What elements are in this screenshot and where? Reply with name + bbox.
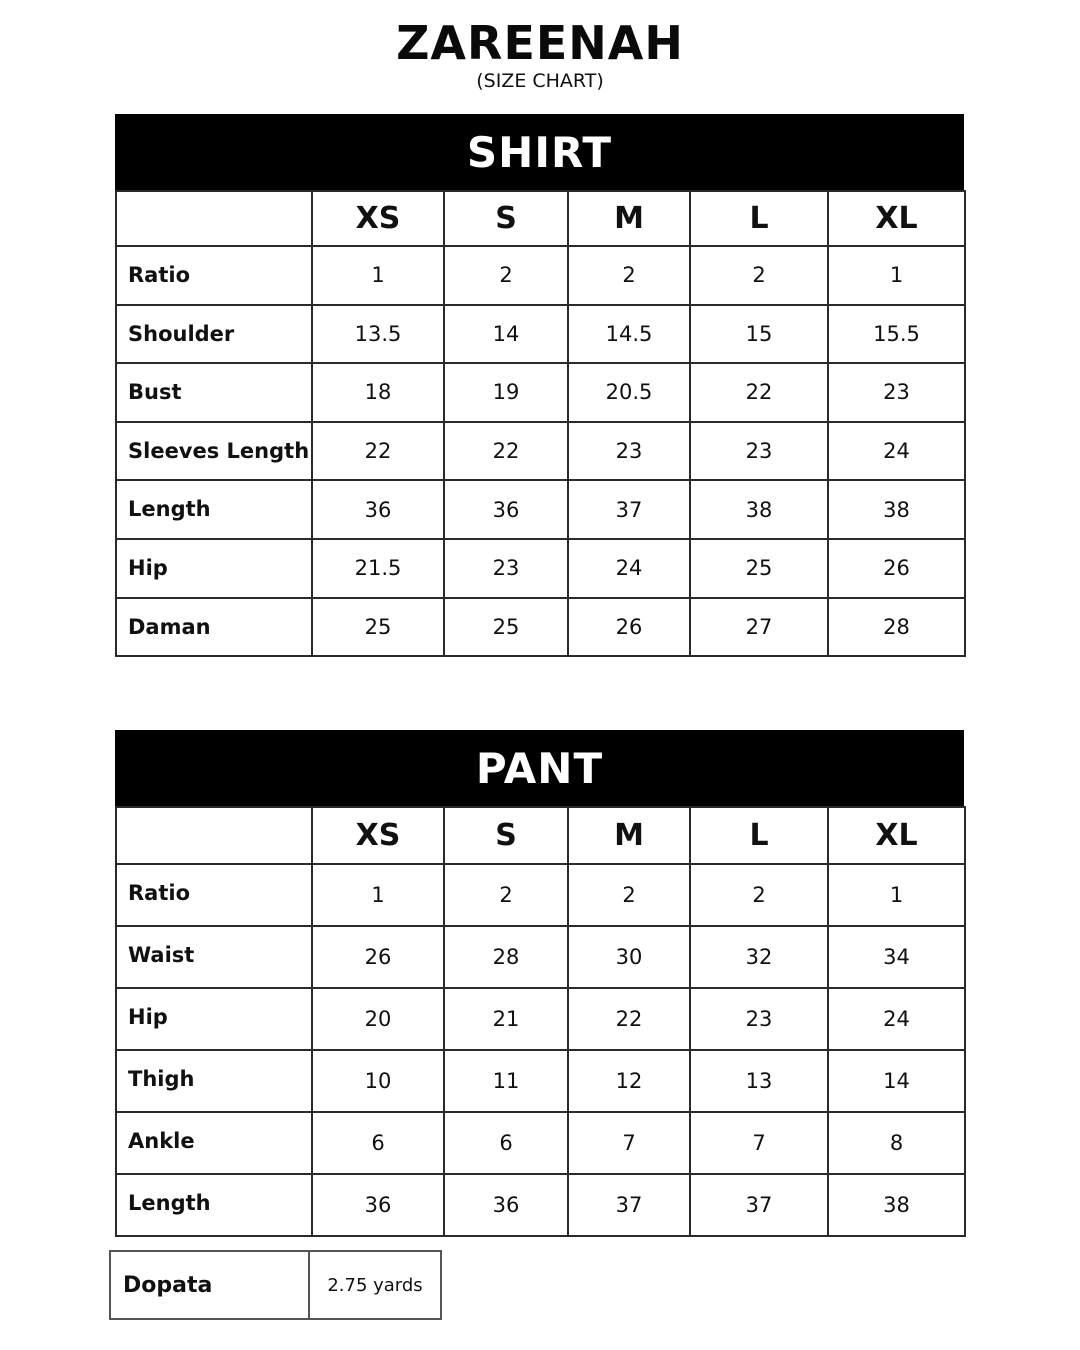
row-label: Hip <box>116 988 312 1050</box>
cell-value: 38 <box>828 1174 965 1236</box>
empty-corner-cell <box>116 807 312 864</box>
cell-value: 2 <box>568 864 690 926</box>
pant-table <box>115 806 966 1237</box>
pant-table-title: PANT <box>115 730 964 806</box>
size-header: M <box>568 191 690 246</box>
row-label: Ankle <box>116 1112 312 1174</box>
table-row <box>116 988 965 1050</box>
shirt-table-title: SHIRT <box>115 114 964 190</box>
cell-value: 7 <box>568 1112 690 1174</box>
table-row <box>116 363 965 422</box>
cell-value: 24 <box>568 539 690 598</box>
size-header: XS <box>312 191 444 246</box>
dopata-box <box>109 1250 442 1320</box>
row-label: Waist <box>116 926 312 988</box>
cell-value: 2 <box>690 246 828 305</box>
table-row <box>116 305 965 364</box>
cell-value: 36 <box>444 480 568 539</box>
table-row <box>116 864 965 926</box>
table-row <box>116 480 965 539</box>
cell-value: 23 <box>568 422 690 481</box>
shirt-table <box>115 190 966 657</box>
size-header: S <box>444 807 568 864</box>
cell-value: 25 <box>690 539 828 598</box>
pant-size-table <box>115 730 964 1237</box>
size-header: S <box>444 191 568 246</box>
table-row <box>116 1050 965 1112</box>
cell-value: 23 <box>690 422 828 481</box>
cell-value: 22 <box>568 988 690 1050</box>
cell-value: 1 <box>828 864 965 926</box>
size-header: L <box>690 807 828 864</box>
cell-value: 14.5 <box>568 305 690 364</box>
cell-value: 25 <box>312 598 444 657</box>
cell-value: 23 <box>828 363 965 422</box>
dopata-label: Dopata <box>111 1252 310 1318</box>
cell-value: 24 <box>828 422 965 481</box>
row-label: Length <box>116 480 312 539</box>
cell-value: 14 <box>828 1050 965 1112</box>
cell-value: 2 <box>444 246 568 305</box>
cell-value: 22 <box>690 363 828 422</box>
row-label: Shoulder <box>116 305 312 364</box>
cell-value: 13.5 <box>312 305 444 364</box>
cell-value: 25 <box>444 598 568 657</box>
page-subtitle: (SIZE CHART) <box>476 70 604 92</box>
cell-value: 1 <box>312 246 444 305</box>
cell-value: 15 <box>690 305 828 364</box>
cell-value: 21.5 <box>312 539 444 598</box>
row-label: Bust <box>116 363 312 422</box>
cell-value: 28 <box>444 926 568 988</box>
cell-value: 1 <box>312 864 444 926</box>
cell-value: 23 <box>444 539 568 598</box>
row-label: Sleeves Length <box>116 422 312 481</box>
table-row <box>116 926 965 988</box>
cell-value: 22 <box>444 422 568 481</box>
size-header: L <box>690 191 828 246</box>
table-row <box>116 422 965 481</box>
cell-value: 2 <box>444 864 568 926</box>
cell-value: 30 <box>568 926 690 988</box>
cell-value: 19 <box>444 363 568 422</box>
table-row <box>116 1112 965 1174</box>
cell-value: 28 <box>828 598 965 657</box>
cell-value: 6 <box>312 1112 444 1174</box>
cell-value: 8 <box>828 1112 965 1174</box>
table-row <box>116 598 965 657</box>
cell-value: 13 <box>690 1050 828 1112</box>
size-header: XL <box>828 807 965 864</box>
cell-value: 24 <box>828 988 965 1050</box>
cell-value: 34 <box>828 926 965 988</box>
cell-value: 26 <box>312 926 444 988</box>
cell-value: 1 <box>828 246 965 305</box>
cell-value: 11 <box>444 1050 568 1112</box>
cell-value: 37 <box>568 480 690 539</box>
cell-value: 12 <box>568 1050 690 1112</box>
table-row <box>116 246 965 305</box>
cell-value: 14 <box>444 305 568 364</box>
cell-value: 2 <box>690 864 828 926</box>
shirt-size-table <box>115 114 964 657</box>
table-row <box>116 1174 965 1236</box>
row-label: Daman <box>116 598 312 657</box>
cell-value: 36 <box>444 1174 568 1236</box>
brand-title: ZAREENAH <box>396 16 684 70</box>
empty-corner-cell <box>116 191 312 246</box>
cell-value: 18 <box>312 363 444 422</box>
size-header-row <box>116 807 965 864</box>
cell-value: 20 <box>312 988 444 1050</box>
cell-value: 21 <box>444 988 568 1050</box>
size-header: M <box>568 807 690 864</box>
cell-value: 38 <box>828 480 965 539</box>
cell-value: 36 <box>312 480 444 539</box>
cell-value: 15.5 <box>828 305 965 364</box>
cell-value: 27 <box>690 598 828 657</box>
cell-value: 37 <box>568 1174 690 1236</box>
row-label: Thigh <box>116 1050 312 1112</box>
size-header: XS <box>312 807 444 864</box>
cell-value: 26 <box>568 598 690 657</box>
cell-value: 20.5 <box>568 363 690 422</box>
cell-value: 32 <box>690 926 828 988</box>
size-header-row <box>116 191 965 246</box>
cell-value: 7 <box>690 1112 828 1174</box>
row-label: Ratio <box>116 246 312 305</box>
cell-value: 6 <box>444 1112 568 1174</box>
row-label: Hip <box>116 539 312 598</box>
cell-value: 22 <box>312 422 444 481</box>
cell-value: 10 <box>312 1050 444 1112</box>
cell-value: 36 <box>312 1174 444 1236</box>
cell-value: 38 <box>690 480 828 539</box>
cell-value: 2 <box>568 246 690 305</box>
table-row <box>116 539 965 598</box>
cell-value: 37 <box>690 1174 828 1236</box>
cell-value: 23 <box>690 988 828 1050</box>
row-label: Length <box>116 1174 312 1236</box>
row-label: Ratio <box>116 864 312 926</box>
cell-value: 26 <box>828 539 965 598</box>
dopata-value: 2.75 yards <box>327 1274 423 1296</box>
size-header: XL <box>828 191 965 246</box>
